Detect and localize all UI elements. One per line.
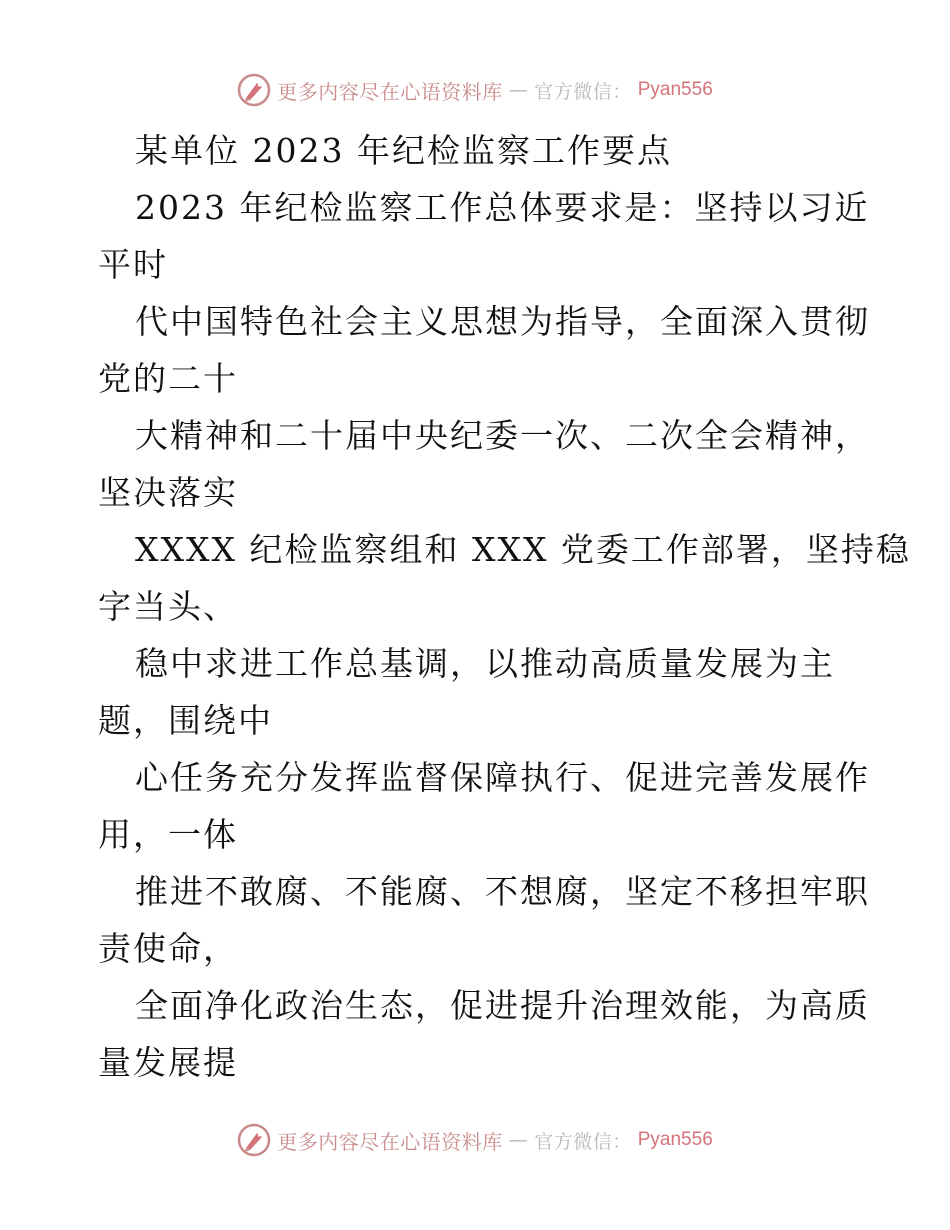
paragraph-line: 大精神和二十届中央纪委一次、二次全会精神，	[135, 416, 870, 455]
paragraph-line: 责使命，	[98, 929, 238, 968]
watermark-group	[237, 1123, 713, 1157]
paragraph-line: 用，一体	[98, 815, 238, 854]
watermark-main-text: 更多内容尽在心语资料库	[277, 79, 503, 104]
paragraph-line: 心任务充分发挥监督保障执行、促进完善发展作	[135, 758, 870, 797]
watermark-sub-text: 官方微信：	[534, 1130, 632, 1153]
paragraph-line: 党的二十	[98, 359, 238, 398]
paragraph-line: 稳中求进工作总基调，以推动高质量发展为主	[135, 644, 835, 683]
watermark-group	[237, 73, 713, 107]
paragraph-line: 题，围绕中	[98, 701, 273, 740]
watermark-dash: —	[508, 1129, 529, 1151]
watermark-wechat-id: Pyan556	[637, 79, 713, 100]
paragraph-line: 推进不敢腐、不能腐、不想腐，坚定不移担牢职	[135, 872, 870, 911]
header-watermark	[0, 70, 950, 110]
watermark-sub-text: 官方微信：	[534, 80, 632, 103]
paragraph-line: 字当头、	[98, 587, 238, 626]
paragraph-line: 量发展提	[98, 1043, 238, 1082]
document-body	[98, 122, 911, 1091]
pen-nib-logo-icon	[237, 73, 271, 107]
paragraph-line: 2023 年纪检监察工作总体要求是：坚持以习近	[135, 188, 870, 227]
paragraph-line: 坚决落实	[98, 473, 238, 512]
watermark-main-text: 更多内容尽在心语资料库	[277, 1129, 503, 1154]
paragraph-line: XXXX 纪检监察组和 XXX 党委工作部署，坚持稳	[135, 530, 911, 569]
document-title: 某单位 2023 年纪检监察工作要点	[135, 131, 672, 170]
paragraph-line: 全面净化政治生态，促进提升治理效能，为高质	[135, 986, 870, 1025]
pen-nib-logo-icon	[237, 1123, 271, 1157]
footer-watermark	[0, 1120, 950, 1160]
paragraph-line: 平时	[98, 245, 168, 284]
paragraph-line: 代中国特色社会主义思想为指导，全面深入贯彻	[135, 302, 870, 341]
watermark-dash: —	[508, 79, 529, 101]
watermark-wechat-id: Pyan556	[637, 1129, 713, 1150]
